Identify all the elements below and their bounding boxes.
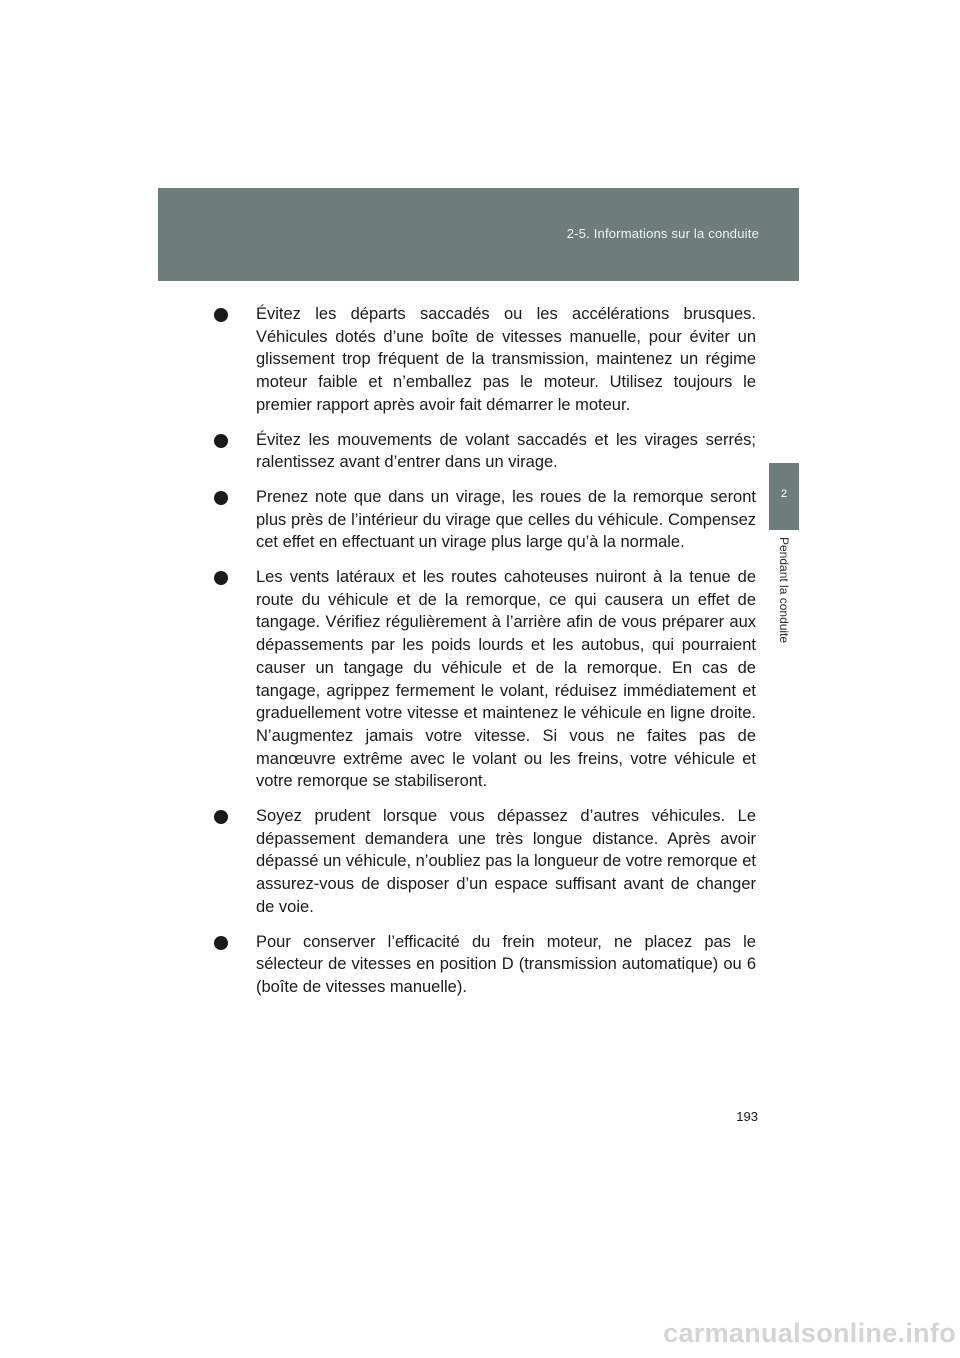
chapter-label: Pendant la conduite: [777, 537, 791, 644]
bullet-icon: [214, 434, 228, 448]
bullet-icon: [214, 308, 228, 322]
bullet-icon: [214, 936, 228, 950]
list-item-text: Pour conserver l’efficacité du frein moteur, ne placez pas le sélecteur de vitesses en position D (transmission automatique) ou 6 (boîte de vitesses manuelle).: [256, 932, 756, 996]
watermark-text: carmanualsonline.info: [663, 1318, 956, 1348]
section-title: 2-5. Informations sur la conduite: [566, 226, 759, 241]
list-item: [214, 805, 756, 919]
bullet-icon: [214, 810, 228, 824]
bullet-icon: [214, 571, 228, 585]
list-item-text: Soyez prudent lorsque vous dépassez d’autres véhicules. Le dépassement demandera une très longue distance. Après avoir dépassé un véhicule, n’oubliez pas la longueur de votre remorque et assurez-vous de disposer d’un espace suffisant avant de changer de voie.: [256, 807, 756, 916]
list-item-text: Évitez les mouvements de volant saccadés et les virages serrés; ralentissez avant d’entrer dans un virage.: [256, 430, 756, 472]
list-item-text: Évitez les départs saccadés ou les accélérations brusques. Véhicules dotés d’une boîte de vitesses manuelle, pour éviter un glissement trop fréquent de la transmission, maintenez un régime moteur faible et n’emballez pas le moteur. Utilisez toujours le premier rapport après avoir fait démarrer le moteur.: [256, 305, 756, 414]
list-item: [214, 429, 756, 474]
list-item: [214, 931, 756, 999]
bullet-icon: [214, 491, 228, 505]
chapter-label-container: [769, 537, 799, 677]
list-item: [214, 566, 756, 793]
list-item-text: Les vents latéraux et les routes cahoteuses nuiront à la tenue de route du véhicule et de la remorque, ce qui causera un effet de tangage. Vérifiez régulièrement à l’arrière afin de vous préparer aux dépassements par les poids lourds et les autobus, qui pourraient causer un tangage du véhicule et de la remorque. En cas de tangage, agrippez fermement le volant, réduisez immédiatement et graduellement votre vitesse et maintenez le véhicule en ligne droite. N’augmentez jamais votre vitesse. Si vous ne faites pas de manœuvre extrême avec le volant ou les freins, votre véhicule et votre remorque se stabiliseront.: [256, 568, 756, 791]
chapter-tab: [769, 463, 799, 530]
page-number: 193: [736, 1109, 758, 1124]
bullet-list: [214, 303, 756, 1011]
list-item-text: Prenez note que dans un virage, les roues de la remorque seront plus près de l’intérieur du virage que celles du véhicule. Compensez cet effet en effectuant un virage plus large qu’à la normale.: [256, 487, 756, 552]
section-header-band: [158, 188, 799, 281]
list-item: [214, 303, 756, 417]
chapter-number: 2: [780, 488, 788, 500]
list-item: [214, 486, 756, 554]
